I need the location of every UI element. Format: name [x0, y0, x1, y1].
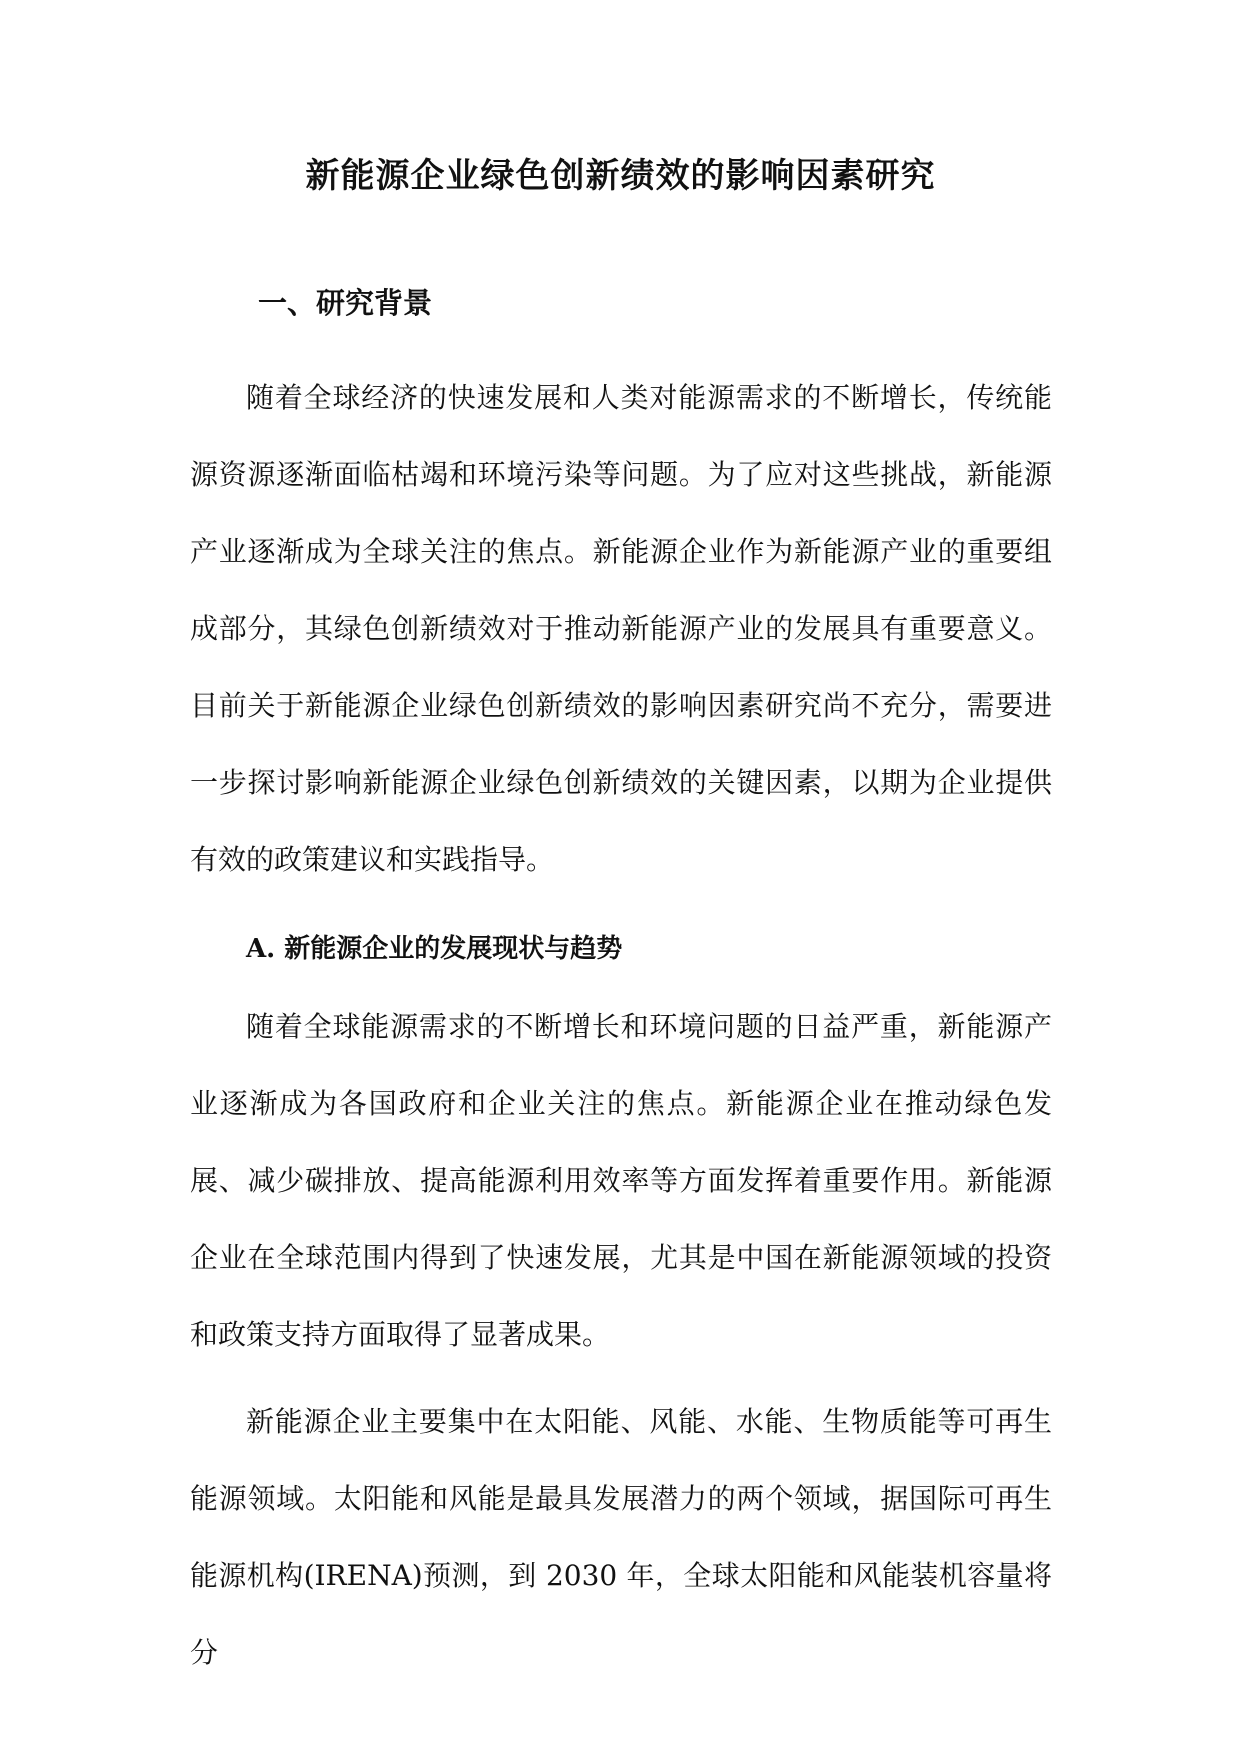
paragraph-research-background: 随着全球经济的快速发展和人类对能源需求的不断增长，传统能源资源逐渐面临枯竭和环境污染等问题。为了应对这些挑战，新能源产业逐渐成为全球关注的焦点。新能源企业作为新能源产业的重要组成部分，其绿色创新绩效对于推动新能源产业的发展具有重要意义。目前关于新能源企业绿色创新绩效的影响因素研究尚不充分，需要进一步探讨影响新能源企业绿色创新绩效的关键因素，以期为企业提供有效的政策建议和实践指导。	[190, 381, 1052, 876]
paragraph-status-trends-2: 新能源企业主要集中在太阳能、风能、水能、生物质能等可再生能源领域。太阳能和风能是最具发展潜力的两个领域，据国际可再生能源机构(IRENA)预测，到 2030 年，全球太阳能和风能装机容量将分	[190, 1405, 1052, 1669]
paragraph-status-trends-1: 随着全球能源需求的不断增长和环境问题的日益严重，新能源产业逐渐成为各国政府和企业关注的焦点。新能源企业在推动绿色发展、减少碳排放、提高能源利用效率等方面发挥着重要作用。新能源企业在全球范围内得到了快速发展，尤其是中国在新能源领域的投资和政策支持方面取得了显著成果。	[190, 1010, 1052, 1351]
section-heading-research-background: 一、研究背景	[258, 286, 433, 320]
subsection-heading-status-trends: A. 新能源企业的发展现状与趋势	[246, 934, 623, 964]
document-title: 新能源企业绿色创新绩效的影响因素研究	[305, 156, 936, 196]
